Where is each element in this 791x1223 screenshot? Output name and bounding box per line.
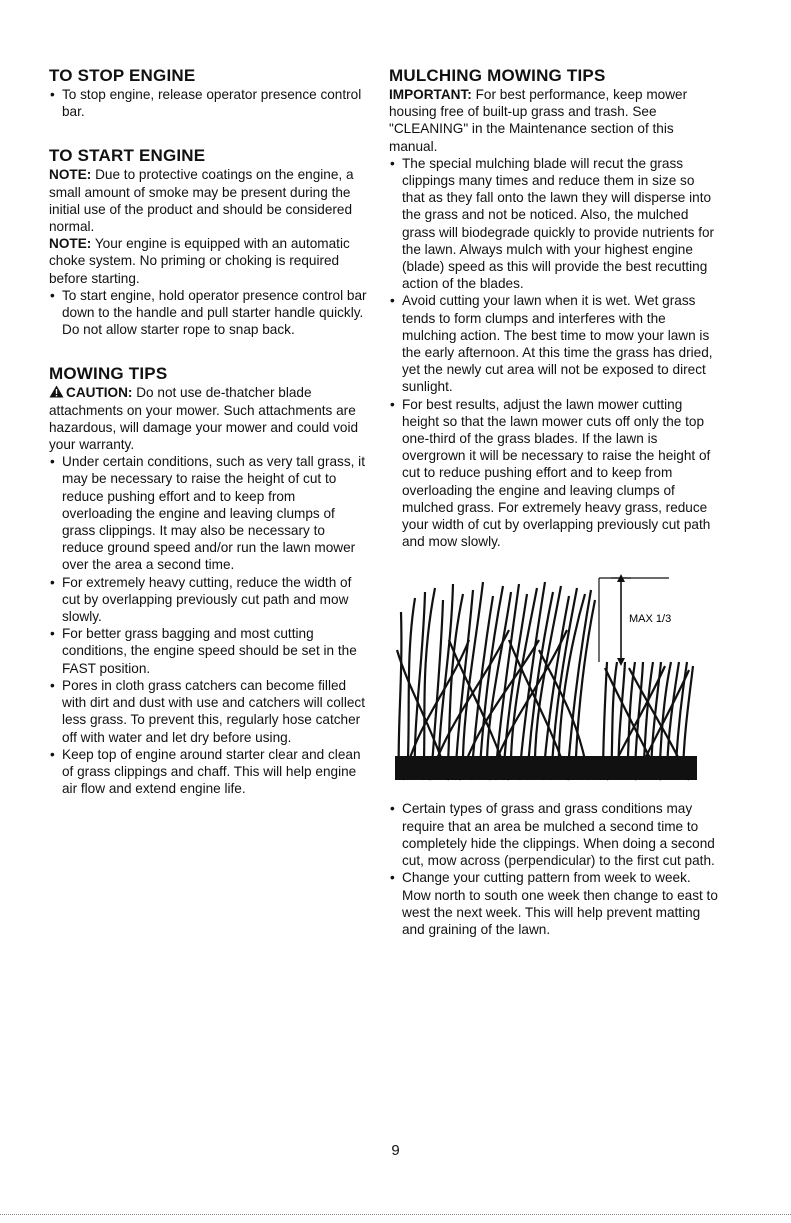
grass-illustration [389, 570, 705, 786]
caution-paragraph [49, 384, 369, 453]
list-item: • The special mulching blade will recut the grass clippings many times and reduce them in size so that as they fall onto the lawn they will disperse into the grass and not be noticed. Also, the mulched grass will biodegrade quickly to provide nutrients for the lawn. Always mulch with your highest engine (blade) speed as this will provide the best recutting action of the blades. [389, 155, 719, 293]
mulching-section [389, 66, 719, 938]
stop-engine-heading: TO STOP ENGINE [49, 66, 196, 85]
mulching-list [389, 155, 719, 551]
list-item: • Pores in cloth grass catchers can become filled with dirt and dust with use and catchers will collect less grass. To prevent this, regularly hose catcher off with water and let dry before using. [49, 677, 369, 746]
list-item: • For better grass bagging and most cutting conditions, the engine speed should be set in the FAST position. [49, 625, 369, 677]
grass-cut-height-figure [389, 570, 705, 786]
max-cut-label: MAX 1/3 [629, 613, 672, 626]
note-text: Your engine is equipped with an automatic choke system. No priming or choking is required before starting. [49, 236, 350, 286]
start-engine-section [49, 146, 369, 338]
stop-engine-section [49, 66, 369, 120]
list-item: • Change your cutting pattern from week to week. Mow north to south one week then change to east to west the next week. This will help prevent matting and graining of the lawn. [389, 869, 719, 938]
warning-triangle-icon [49, 385, 64, 398]
caution-label: CAUTION: [66, 385, 133, 401]
important-text: For best performance, keep mower housing free of built-up grass and trash. See "CLEANING" in the Maintenance section of this manual. [389, 87, 688, 154]
mulching-list-continued [389, 800, 719, 938]
list-item: • Keep top of engine around starter clear and clean of grass clippings and chaff. This will help engine air flow and extend engine life. [49, 746, 369, 798]
list-item: • Certain types of grass and grass conditions may require that an area be mulched a second time to completely hide the clippings. When doing a second cut, mow across (perpendicular) to the first cut path. [389, 800, 719, 869]
important-label: IMPORTANT: [389, 87, 472, 102]
note-label: NOTE: [49, 167, 92, 183]
left-column [49, 66, 369, 815]
note-paragraph [49, 235, 369, 287]
list-item: • Under certain conditions, such as very tall grass, it may be necessary to raise the height of cut to reduce pushing effort and to keep from overloading the engine and leaving clumps of grass clippings. It may also be necessary to reduce ground speed and/or run the lawn mower over the area a second time. [49, 453, 369, 573]
start-engine-heading: TO START ENGINE [49, 146, 206, 166]
list-item: • For extremely heavy cutting, reduce the width of cut by overlapping previously cut path and mow slowly. [49, 574, 369, 626]
page-number: 9 [391, 1142, 400, 1159]
list-item: • Avoid cutting your lawn when it is wet. Wet grass tends to form clumps and interferes with the mulching action. The best time to mow your lawn is the early afternoon. At this time the grass has dried, yet the newly cut area will not be exposed to direct sunlight. [389, 292, 719, 395]
mowing-tips-section [49, 364, 369, 797]
stop-engine-list [49, 86, 369, 120]
mowing-tips-heading: MOWING TIPS [49, 364, 168, 384]
list-item: • To stop engine, release operator presence control bar. [49, 86, 369, 120]
caution-text: Do not use de-thatcher blade attachments on your mower. Such attachments are hazardous, will damage your mower and could void your warranty. [49, 385, 359, 453]
start-engine-list [49, 287, 369, 339]
mulching-heading: MULCHING MOWING TIPS [389, 66, 606, 85]
right-column [389, 66, 719, 938]
bottom-divider [0, 1214, 791, 1216]
important-paragraph [389, 86, 719, 155]
note-label: NOTE: [49, 236, 92, 252]
list-item: • For best results, adjust the lawn mower cutting height so that the lawn mower cuts off only the top one-third of the grass blades. If the lawn is overgrown it will be necessary to raise the height of cut to reduce pushing effort and to keep from overloading the engine and leaving clumps of mulched grass. For extremely heavy grass, reduce your width of cut by overlapping previously cut path and mow slowly. [389, 396, 719, 551]
note-text: Due to protective coatings on the engine, a small amount of smoke may be present during the initial use of the product and should be considered normal. [49, 167, 354, 235]
list-item: • To start engine, hold operator presence control bar down to the handle and pull starter handle quickly. Do not allow starter rope to snap back. [49, 287, 369, 339]
mowing-tips-list [49, 453, 369, 797]
note-paragraph [49, 166, 369, 235]
